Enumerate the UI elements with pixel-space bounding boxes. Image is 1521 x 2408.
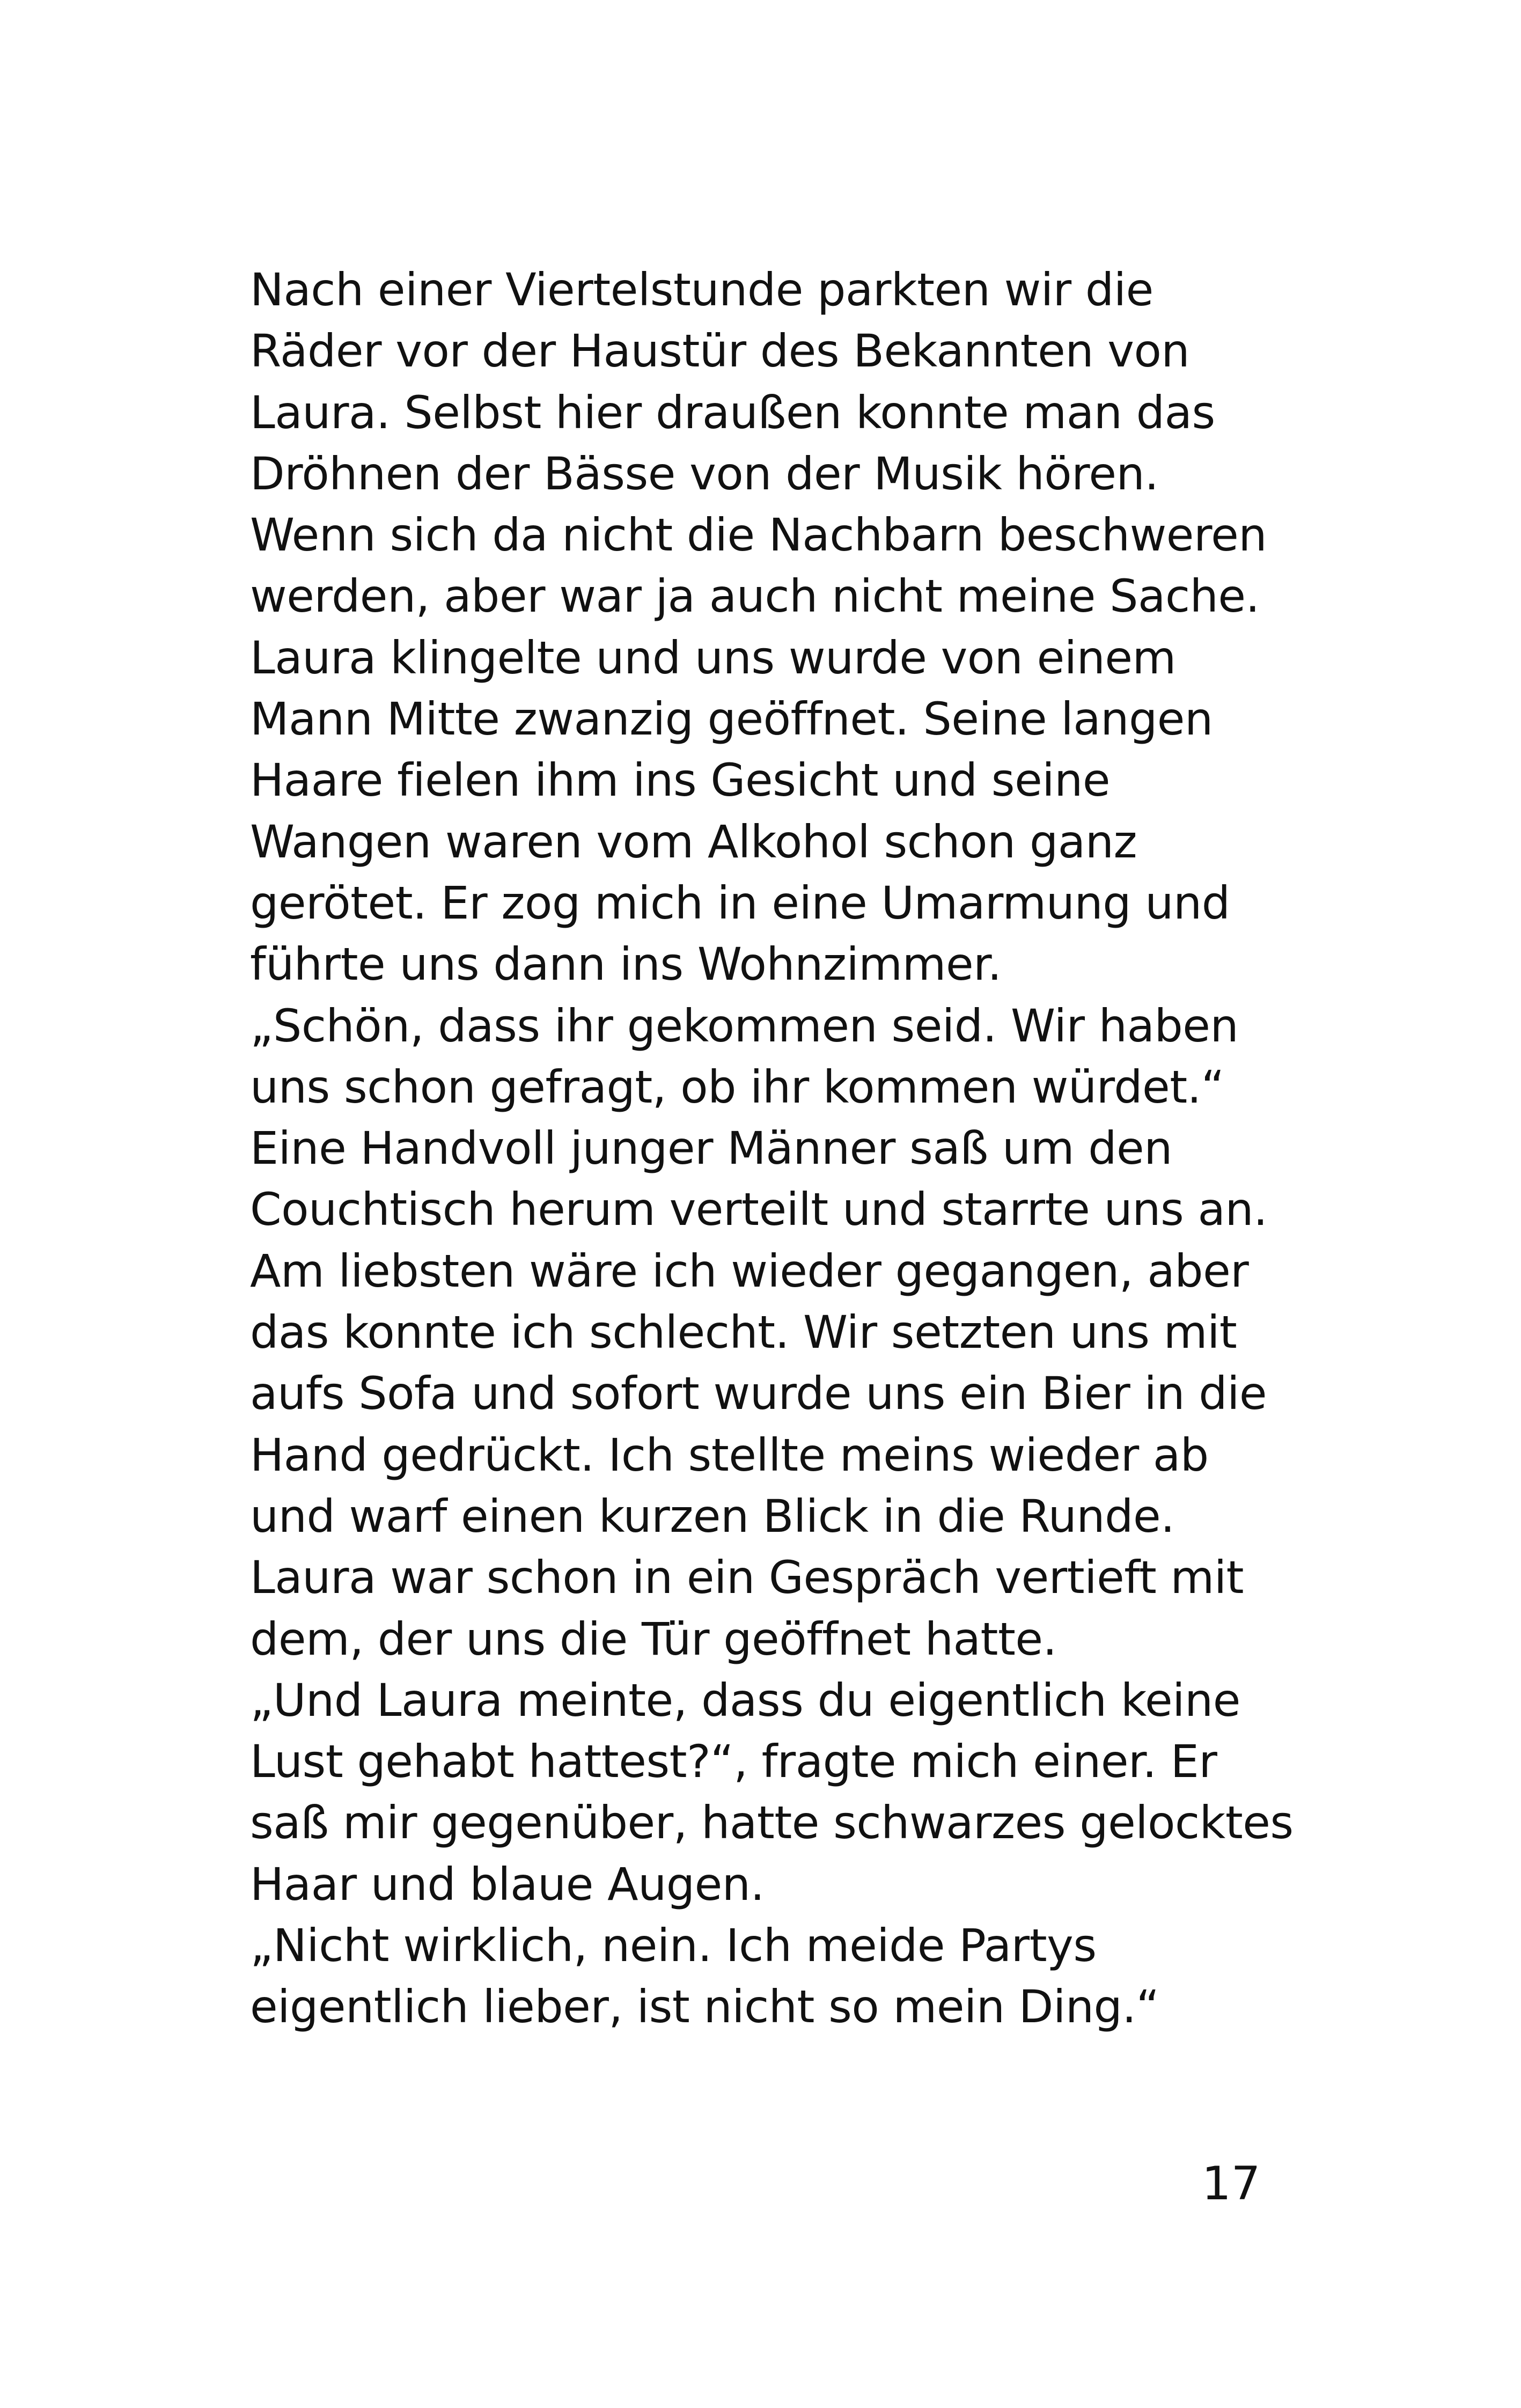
text-line: Hand gedrückt. Ich stellte meins wieder ab [250, 1428, 1209, 1481]
text-line: Couchtisch herum verteilt und starrte uns an. [250, 1183, 1268, 1236]
text-line: Nach einer Viertelstunde parkten wir die [250, 263, 1153, 316]
page-number: 17 [1202, 2157, 1261, 2211]
text-line: Laura war schon in ein Gespräch vertieft mit [250, 1551, 1244, 1604]
text-line: eigentlich lieber, ist nicht so mein Ding.“ [250, 1980, 1159, 2033]
text-line: aufs Sofa und sofort wurde uns ein Bier in die [250, 1367, 1267, 1420]
text-line: Haare fielen ihm ins Gesicht und seine [250, 754, 1111, 807]
text-line: „Nicht wirklich, nein. Ich meide Partys [250, 1919, 1097, 1972]
text-line: Mann Mitte zwanzig geöffnet. Seine langen [250, 693, 1213, 746]
text-line: uns schon gefragt, ob ihr kommen würdet.“ [250, 1060, 1224, 1113]
text-line: Dröhnen der Bässe von der Musik hören. [250, 447, 1159, 500]
text-line: „Schön, dass ihr gekommen seid. Wir haben [250, 999, 1239, 1052]
text-line: saß mir gegenüber, hatte schwarzes gelocktes [250, 1796, 1294, 1849]
text-line: Laura. Selbst hier draußen konnte man das [250, 386, 1215, 439]
text-line: werden, aber war ja auch nicht meine Sache. [250, 570, 1260, 623]
text-line: dem, der uns die Tür geöffnet hatte. [250, 1612, 1057, 1665]
text-line: das konnte ich schlecht. Wir setzten uns mit [250, 1306, 1237, 1359]
text-line: gerötet. Er zog mich in eine Umarmung und [250, 876, 1230, 929]
text-line: Wangen waren vom Alkohol schon ganz [250, 815, 1137, 868]
text-line: und warf einen kurzen Blick in die Runde. [250, 1489, 1175, 1543]
text-line: Eine Handvoll junger Männer saß um den [250, 1122, 1172, 1175]
text-line: Lust gehabt hattest?“, fragte mich einer. Er [250, 1735, 1217, 1788]
text-line: führte uns dann ins Wohnzimmer. [250, 938, 1002, 991]
text-line: Am liebsten wäre ich wieder gegangen, aber [250, 1244, 1249, 1297]
body-text [250, 259, 1294, 2038]
text-line: Räder vor der Haustür des Bekannten von [250, 325, 1190, 378]
text-line: Wenn sich da nicht die Nachbarn beschweren [250, 509, 1267, 562]
text-line: „Und Laura meinte, dass du eigentlich keine [250, 1673, 1240, 1727]
text-line: Laura klingelte und uns wurde von einem [250, 631, 1176, 684]
text-line: Haar und blaue Augen. [250, 1858, 765, 1911]
